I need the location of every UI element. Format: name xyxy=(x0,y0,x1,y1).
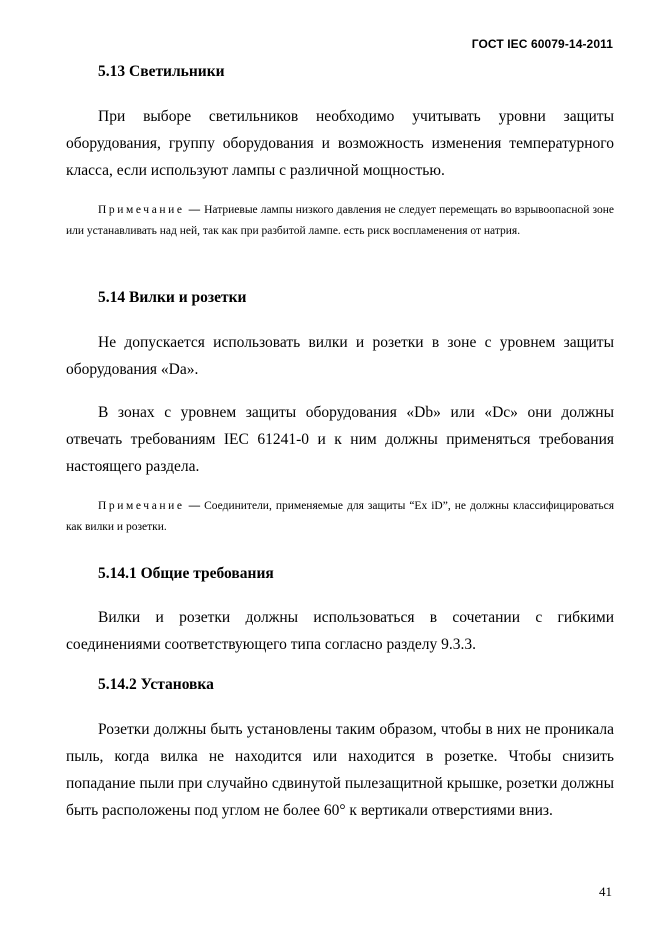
paragraph-5-13-luminaires: При выборе светильников необходимо учитывать уровни защиты оборудования, группу оборудования и возможность изменения температурного класса, если используют лампы с различной мощностью. xyxy=(66,108,614,179)
note-dash: — xyxy=(188,204,201,216)
paragraph-5-14-1: Вилки и розетки должны использоваться в сочетании с гибкими соединениями соответствующего типа согласно разделу 9.3.3. xyxy=(66,609,614,653)
note-5-14 xyxy=(66,496,614,538)
note-dash: — xyxy=(188,500,201,512)
note-text: Натриевые лампы низкого давления не следует перемещать во взрывоопасной зоне или устанавливать над ней, так как при разбитой лампе. есть риск воспламенения от натрия. xyxy=(66,204,614,237)
paragraph-5-14-db-dc: В зонах с уровнем защиты оборудования «Db» или «Dc» они должны отвечать требованиям IEC 61241-0 и к ним должны применяться требования настоящего раздела. xyxy=(66,404,614,475)
paragraph-5-14-2: Розетки должны быть установлены таким образом, чтобы в них не проникала пыль, когда вилка не находится или находится в розетке. Чтобы снизить попадание пыли при случайно сдвинутой пылезащитной крышке, розетки должны быть расположены под углом не более 60° к вертикали отверстиями вниз. xyxy=(66,721,614,819)
note-label: Примечание xyxy=(98,500,185,512)
section-heading-5-13: 5.13 Светильники xyxy=(98,63,225,80)
section-heading-5-14-1: 5.14.1 Общие требования xyxy=(98,565,274,582)
document-code-header: ГОСТ IEC 60079-14-2011 xyxy=(471,37,613,51)
paragraph-5-14-da: Не допускается использовать вилки и розетки в зоне с уровнем защиты оборудования «Da». xyxy=(66,334,614,378)
note-label: Примечание xyxy=(98,204,185,216)
note-5-13 xyxy=(66,200,614,242)
section-heading-5-14-2: 5.14.2 Установка xyxy=(98,676,214,693)
section-heading-5-14: 5.14 Вилки и розетки xyxy=(98,289,247,306)
page-number: 41 xyxy=(599,884,612,899)
note-text: Соединители, применяемые для защиты “Ex iD”, не должны классифицироваться как вилки и розетки. xyxy=(66,500,614,533)
